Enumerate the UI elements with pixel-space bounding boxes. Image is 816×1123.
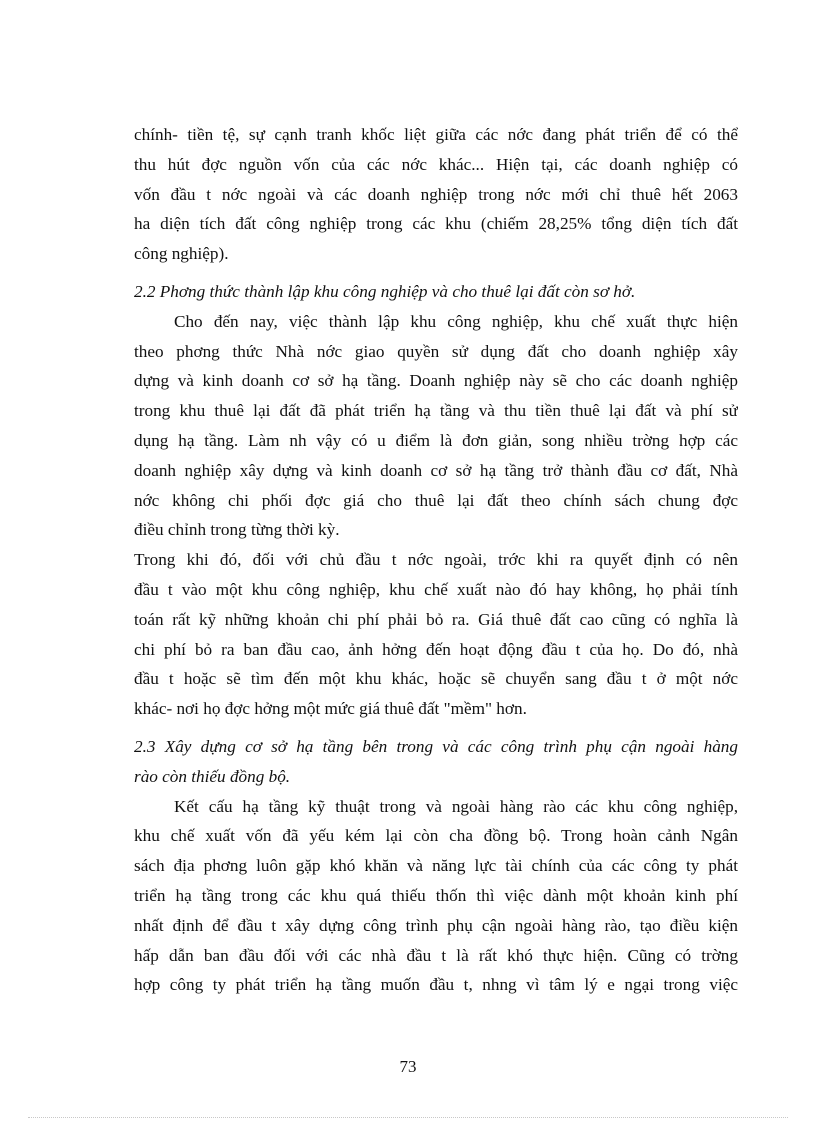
text-line: triển hạ tầng trong các khu quá thiếu thốn thì việc dành một khoản kinh phí	[134, 885, 738, 905]
text-line: sách địa phơng luôn gặp khó khăn và năng lực tài chính của các công ty phát	[134, 856, 738, 876]
text-line: chi phí bỏ ra ban đầu cao, ảnh hởng đến hoạt động đầu t của họ. Do đó, nhà	[134, 639, 738, 659]
text-line: công nghiệp).	[134, 244, 229, 264]
section-heading-2-3-cont: rào còn thiếu đồng bộ.	[134, 766, 291, 786]
text-line: toán rất kỹ những khoản chi phí phải bỏ ra. Giá thuê đất cao cũng có nghĩa là	[134, 609, 738, 629]
section-heading-2-3: 2.3 Xây dựng cơ sở hạ tầng bên trong và các công trình phụ cận ngoài hàng	[134, 736, 738, 756]
text-line: điều chỉnh trong từng thời kỳ.	[134, 520, 340, 540]
text-line: Kết cấu hạ tầng kỹ thuật trong và ngoài hàng rào các khu công nghiệp,	[174, 796, 738, 816]
text-line: ha diện tích đất công nghiệp trong các khu (chiếm 28,25% tổng diện tích đất	[134, 214, 738, 234]
text-line: hợp công ty phát triển hạ tầng muốn đầu t, nhng vì tâm lý e ngại trong việc	[134, 975, 738, 995]
text-line: nớc không chi phối đợc giá cho thuê lại đất theo chính sách chung đợc	[134, 490, 738, 510]
text-line: hấp dẫn ban đầu đối với các nhà đầu t là rất khó thực hiện. Cũng có trờng	[134, 945, 738, 965]
text-line: đầu t vào một khu công nghiệp, khu chế xuất nào đó hay không, họ phải tính	[134, 579, 738, 599]
text-line: theo phơng thức Nhà nớc giao quyền sử dụng đất cho doanh nghiệp xây	[134, 341, 738, 361]
text-line: thu hút đợc nguồn vốn của các nớc khác... Hiện tại, các doanh nghiệp có	[134, 154, 738, 174]
text-line: chính- tiền tệ, sự cạnh tranh khốc liệt giữa các nớc đang phát triển để có thể	[134, 125, 738, 144]
page-number: 73	[399, 1057, 417, 1076]
section-heading-2-2: 2.2 Phơng thức thành lập khu công nghiệp và cho thuê lại đất còn sơ hở.	[134, 281, 636, 301]
text-line: Trong khi đó, đối với chủ đầu t nớc ngoài, trớc khi ra quyết định có nên	[134, 550, 738, 570]
text-line: nhất định để đầu t xây dựng công trình phụ cận ngoài hàng rào, tạo điều kiện	[134, 915, 738, 935]
text-line: doanh nghiệp xây dựng và kinh doanh cơ sở hạ tầng trở thành đầu cơ đất, Nhà	[134, 460, 738, 480]
body-text	[134, 120, 738, 1000]
text-line: khu chế xuất vốn đã yếu kém lại còn cha đồng bộ. Trong hoàn cảnh Ngân	[134, 826, 738, 846]
text-line: vốn đầu t nớc ngoài và các doanh nghiệp trong nớc mới chỉ thuê hết 2063	[134, 184, 738, 204]
text-line: trong khu thuê lại đất đã phát triển hạ tầng và thu tiền thuê lại đất và phí sử	[134, 401, 738, 421]
text-line: dụng hạ tầng. Làm nh vậy có u điểm là đơn giản, song nhiều trờng hợp các	[134, 430, 738, 450]
text-line: khác- nơi họ đợc hởng một mức giá thuê đất "mềm" hơn.	[134, 699, 527, 719]
text-line: đầu t hoặc sẽ tìm đến một khu khác, hoặc sẽ chuyển sang đầu t ở một nớc	[134, 669, 738, 689]
text-line: dựng và kinh doanh cơ sở hạ tầng. Doanh nghiệp này sẽ cho các doanh nghiệp	[134, 371, 738, 391]
page-bottom-divider	[28, 1117, 788, 1118]
text-line: Cho đến nay, việc thành lập khu công nghiệp, khu chế xuất thực hiện	[174, 311, 738, 331]
